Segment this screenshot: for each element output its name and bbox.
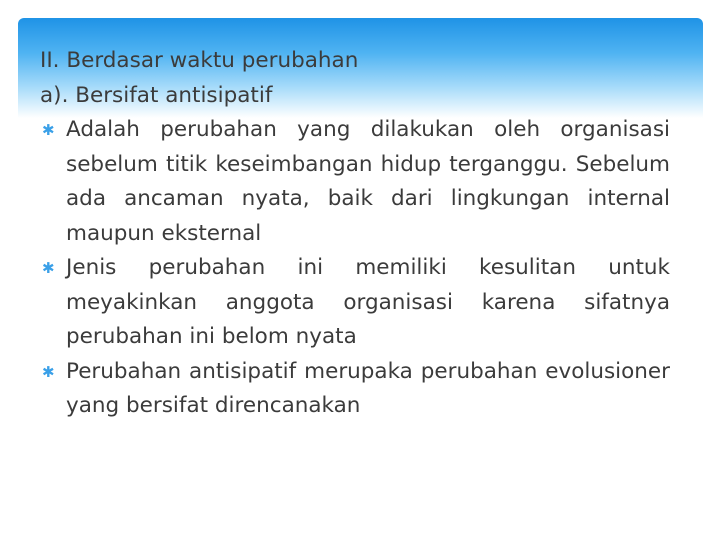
bullet-list <box>40 113 670 424</box>
asterisk-icon: ✱ <box>42 362 55 381</box>
section-heading: II. Berdasar waktu perubahan <box>40 48 359 73</box>
asterisk-icon: ✱ <box>42 121 55 139</box>
bullet-text: Jenis perubahan ini memiliki kesulitan untuk meyakinkan anggota organisasi karena sifatnya perubahan ini belom nyata <box>66 255 670 349</box>
bullet-text: Adalah perubahan yang dilakukan oleh organisasi sebelum titik keseimbangan hidup terganggu. Sebelum ada ancaman nyata, baik dari lingkungan internal maupun eksternal <box>66 117 670 246</box>
slide-content <box>40 44 670 424</box>
bullet-item <box>40 251 670 355</box>
bullet-item <box>40 113 670 251</box>
bullet-text: Perubahan antisipatif merupaka perubahan evolusioner yang bersifat direncanakan <box>66 358 670 418</box>
bullet-item <box>40 355 670 424</box>
asterisk-icon: ✱ <box>42 259 55 277</box>
subsection-heading: a). Bersifat antisipatif <box>40 82 273 108</box>
